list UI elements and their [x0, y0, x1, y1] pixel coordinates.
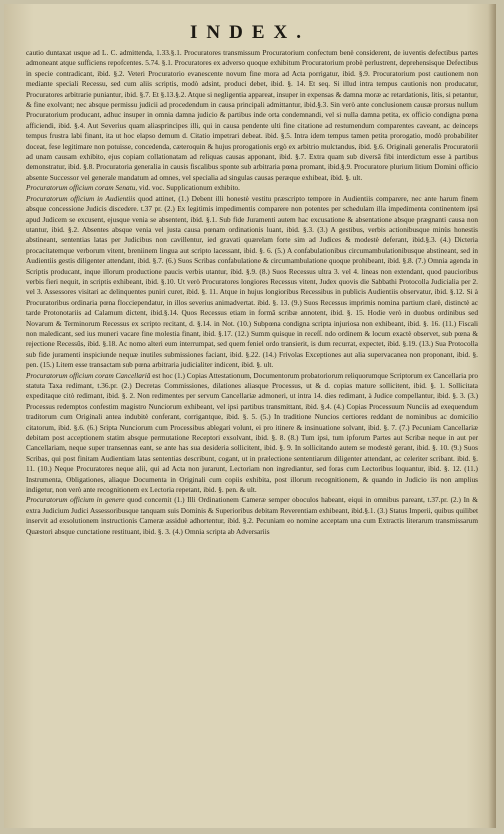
entry-head: Procuratorum officium coram Cancellariâ	[26, 370, 151, 380]
entry-body: est hoc (1.) Copias Attestationum, Documentorum probatoriorum reliquorumque Scriptorum ex Cancellaria pro statuta Taxa redimant, t.36.pr. (2.) Decretas Commissiones, dilationes aliasque Processus, ut & d. copias mature sollicitent, ibid. §. 1. Sollicitata expeditaque citò redimant, ibid. §. 2. Non redimentes per servum Cancellariæ admoneri, ut intra 14. dies redimant, à Judice compellantur, ibid. §. 3. (3.) Processus redemptos confestim magistro Nunciorum exhibeant, vel ipsi partibus transmittant, ibid. §.4. (4.) Copias Processuum Nunciis ad exequendum traditorum cum Originali antea indubitè conferant, corrigantque, ibid. §. 5. (5.) In traditione Nuncios certiores reddant de nominibus ac domicilio citatorum, ibid. §.6. (6.) Sripta Nunciorum cum Processibus ablegari volunt, ei pro itinere & insinuatione solvant, ibid. §. 7. (7.) Pecuniam Cancellariæ debitam post acceptionem statim absque permutatione Receptori exsolvant, ibid. §. 8. (8.) Tum ipsi, tum ipforum Partes aut Scribæ neque in aut per Cancellariam, neque super transennas eant, se ante has sua desideria sollicitent, ibid. §. 9. In sollicitando autem se modestè gerant, ibid. §. 10. (9.) Suos Scribas, qui post finitam Audientiam latas sententias describunt, cogant, ut in prælectione sententiarum diligenter attendant, ac celeriter scribant. ibid. §. 11. (10.) Neque Procuratores neque alii, qui ad Acta non jurarunt, Lectoriam non ingrediantur, sed foras cum Lectoribus loquantur, ibid. §. 12. (11.) Instrumenta, Obligationes, aliaque Documenta in Originali cum copiis exhibita, post illorum recognitionem, & quando in Judicio iis non amplius indigetur, non verò ante recognitionem ex Lectoria repetant, ibid. §. pen. & ult.	[26, 370, 479, 495]
entry-head: Procuratorum officium in Audientiis	[26, 193, 136, 203]
index-entry	[26, 495, 478, 537]
book-page	[4, 4, 496, 828]
index-text-block	[26, 48, 478, 537]
index-entry	[26, 194, 478, 371]
entry-head: Procuratorum officium coram Senatu,	[26, 183, 138, 193]
entry-body: vid. voc. Supplicationum exhibito.	[139, 183, 240, 193]
index-entry	[26, 183, 478, 193]
entry-body: quod attinet, (1.) Debent illi honestè vestitu præscripto tempore in Audientiis comparere, nec ante harum finem absque concessione Judicis discedere. t.37 pr. (2.) Ex legitimis impedimentis comparere non potentes per schedulam illa impedimenta continentem ipsi apud Judicem se excusent, ejusque venia se absentent, ibid. §.1. Sub fide Juramenti autem hac excusatione & absentatione absque prægnanti causa non utantur, ibid. §.2. Absentes absque venia vel justa causa pœnam ordinationis luant, ibid. §.3. (3.) A gestibus, verbis actionibusque minùs honestis abstineant, sententias latas per Judicibus non cavillentur, ied gravati quærelam forte sim ad Judices & modestè deferant, ibid.§.3. (4.) Dicteria procacitatemque verborum vitent, breniinem lingua aut scripto lacessant, ibid. §. 6. (5.) A confabulationibus circumambulationibusque abstineant, sed in Audientiis gestis diligenter attendant, ibid. §.7. (6.) Suos Scribas confabulatione & circumambulatione quoque prohibeant, ibid. §.8. (7.) Omnia agenda in Scriptis producant, inque illorum productione paucis verbis utantur, ibid. §.9. (8.) Suos Recessus ultra 3. vel 4. lineas non extendant, quod paucioribus verbis fieri nequit, in scriptis exhibeant, ibid. §.10. Ut verò Procuratores longiores Recessus vitent, Judex quovis die Sabbathi Protocolla Judicialia per 2. vel 3. Assessores visitari ac delinquentes puniri curet, ibid. §. 11. Atque in hujus longioribus Recessibus in publicis Audientiis observatur, ibid. §.12. Si à Procuratoribus ordinaria pœna flocciependatur, in illos severius animadvertat. ibid. §. 13. (9.) Suos Recessus imprimis nomina partium clarè, distinctè ac tarde Protonotariis ad Calamum dictent, ibid.§.14. Quos Recessus etiam in formâ scribæ annotent, ibid. §. 15. Hodie verò in duobus ordinibus sed Novarum & Terminorum Recessus ex scripto recitant, d. §.14. in Not. (10.) Subpœna condigna scripta injuriosa non exhibeant, ibid. §. 16. (11.) Fiscali non maledicant, sed ius muneri vacare fine molestia finant, ibid. §.17. (12.) Summ quisque in receſſ. ndo ordinem & locum exactè observet, sub pœna & rejectione Recessûs, ibid. §.18. Ac nomo alteri eum interrumpat, sed quem feniel ordo transierit, is dum recurrat, expectet, ibid. §.19. (13.) Sua Protocolla sub fide juramenti inspiciunde nequæ inutiles submissiones faciant, ibid. §.22. (14.) Frivolas Exceptiones aut alia supervacanea non proponant, ibid. §. pen. (15.) Litem esse transactam sub pœna arbitraria judicialiter indicent, ibid. §. ult.	[26, 193, 478, 370]
entry-head: Procuratorum officium in genere	[26, 495, 125, 505]
index-entry	[26, 371, 478, 496]
page-heading: INDEX.	[190, 22, 310, 43]
entry-body: quod concernit (1.) Illi Ordinationem Cameræ semper oboculos habeant, eiqui in omnibus pareant, t.37.pr. (2.) In & extra Judicium Judici Assessoribusque tanquam suis Dominis & Superioribus debitam Reverentiam exhibeant, ibid.§.1. (3.) Status Imperii, quibus quilibet inservit ad exsolutionem instructionis Cameræ assiduè adhortentur, ibid. §.2. Pecuniam eo nomine acceptam una cum Extractis literarum transmissarum Quæstori absque cunctatione restituant, ibid. §. 3. (4.) Omnia scripta ab Adversariis	[26, 495, 478, 536]
page-edge-shadow	[488, 4, 496, 828]
entry-body: cautio duntaxat usque ad L. C. admittenda, 1.33.§.1. Procuratores transmissum Procuratorium confectum benè considerent, de iuventis defectibus partes admoneant atque sufficiens repofcentes. 5.74. §.1. Procuratores ex adverso quoque exhibitum Procuratorium probè perlustrent, deprehensisque Defectibus in specie contradicant, ibid. §.2. Veteri Procuratorio evanescente novum fine mora ad Acta porrigatur, ibid. §.9. Procuratorium post cautionem non mediante speciali Recessu, sed cum aliis scriptis, modò adsint, produci debet, ibid. §. 14. Et seq. Si illud intra tempus cautionis non producatur, Procuratores arbitrarie puniantur, ibid. §.7. Et §.13.§.2. Atque si negligentia appareat, insuper in expensas & damna moræ ac retardationis, litis, si petantur, & fine exolvant; nec absque permissu judicii ad procedendum in causa principali admittantur, ibid.§.3. Sin verò ante conclusionem causæ prorsus nullum Procuratorium producant, adhuc insuper in omnia damna judicio & partibus inde orta condemnandi, vel si nulla damna petita, ex officio condigna pœna afficiendi, ibid. §.4. Aut Severius quam aliasprincipes illi, qui in causa pendente ulti fine citatione ad restumendum comparentes caveant, ac deinceps tempus frustra labi finant, ita ut hoc elapso demum d. Citatio impetrari debeat. ibid. §.5. Intra idem tempus tamen petita prorogatio, modò probabiliter doceat, fese legitimare non potuisse, concedenda, cæteroquin & hujus prorogationis ergò ex arbitrio mulctandus, ibid. §.6. Originali generalis Procuratorii ad unam causam exhibito, ejus copiam collationatam ad reliquas causas apponant, ibid. §.7. Extra quam sub diversâ fibi interdictum esse à partibus demonstratur, ibid. §.8. Procuratoria generalia in causis fiscalibus sponte sub arbitraria pœna promant, ibid.§.9. Procuratore plurium litium Domini officio absente Successor vel generale mandatum ad omnes, vel specialia ad singulas causas peræque exhibeat, ibid. §. ult.	[26, 48, 478, 182]
index-entry	[26, 48, 478, 183]
